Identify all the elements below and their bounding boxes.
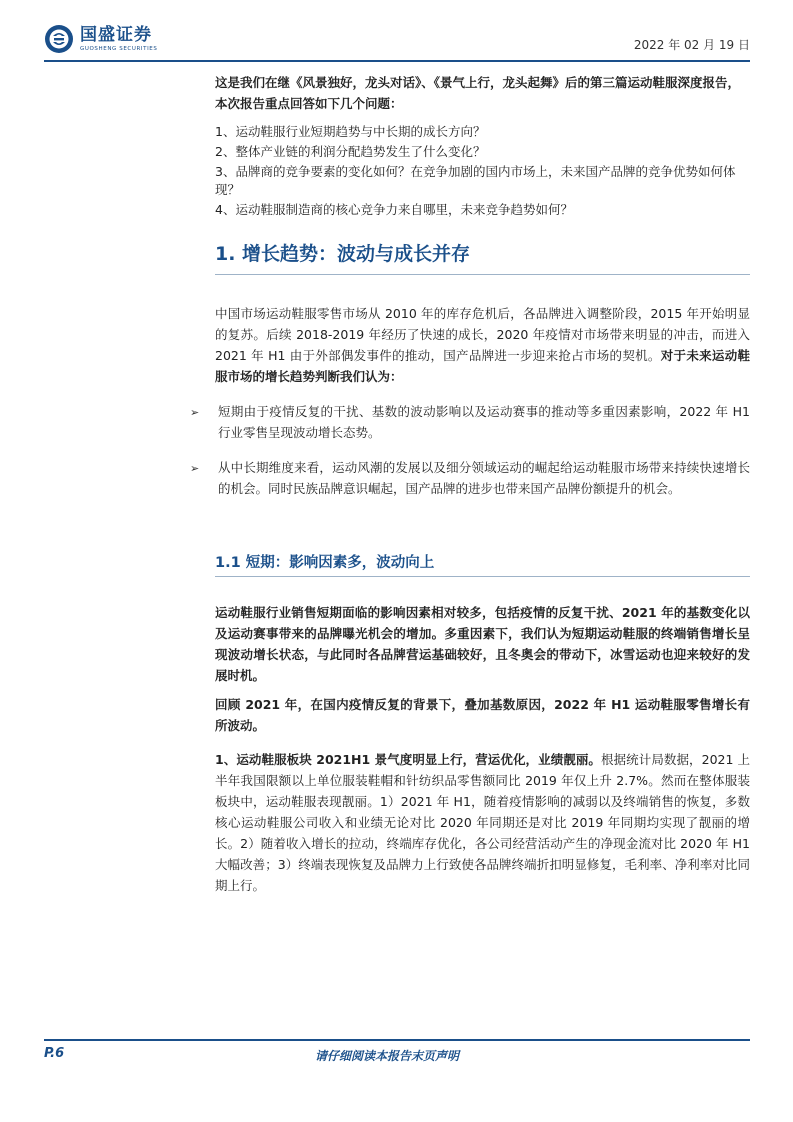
bullet-arrow-icon: ➢	[190, 462, 200, 475]
bullet-list	[190, 401, 750, 513]
key-point-paragraph: 运动鞋服行业销售短期面临的影响因素相对较多，包括疫情的反复干扰、2021 年的基数变化以及运动赛事带来的品牌曝光机会的增加。多重因素下，我们认为短期运动鞋服的终端销售增长呈现波动增长状态，与此同时各品牌营运基础较好，且冬奥会的带动下，冰雪运动也迎来较好的发展时机。	[215, 605, 750, 683]
bullet-arrow-icon: ➢	[190, 406, 200, 419]
footer-divider	[44, 1039, 750, 1041]
section-divider	[215, 274, 750, 275]
question-item: 3、品牌商的竞争要素的变化如何？在竞争加剧的国内市场上，未来国产品牌的竞争优势如何体现？	[215, 164, 736, 197]
disclaimer-note: 请仔细阅读本报告末页声明	[315, 1049, 460, 1063]
section-paragraph	[215, 303, 750, 387]
review-paragraph: 回顾 2021 年，在国内疫情反复的背景下，叠加基数原因，2022 年 H1 运动鞋服零售增长有所波动。	[215, 697, 750, 733]
bullet-item	[190, 457, 750, 499]
question-item: 4、运动鞋服制造商的核心竞争力来自哪里，未来竞争趋势如何？	[215, 202, 573, 217]
analysis-paragraph	[215, 749, 750, 896]
header-divider	[44, 60, 750, 62]
section-heading: 1. 增长趋势：波动与成长并存	[215, 243, 471, 265]
bullet-text: 短期由于疫情反复的干扰、基数的波动影响以及运动赛事的推动等多重因素影响，2022 年 H1 行业零售呈现波动增长态势。	[218, 404, 750, 440]
company-logo	[44, 22, 157, 56]
subsection-heading: 1.1 短期：影响因素多，波动向上	[215, 555, 435, 571]
paragraph-text: 根据统计局数据，2021 上半年我国限额以上单位服装鞋帽和针纺织品零售额同比 2019 年仅上升 2.7%。然而在整体服装板块中，运动鞋服表现靓丽。1）2021 年 H1，随着疫情影响的减弱以及终端销售的恢复，多数核心运动鞋服公司收入和业绩无论对比 2020 年同期还是对比 2019 年同期均实现了靓丽的增长。2）随着收入增长的拉动，终端库存优化，各公司经营活动产生的净现金流对比 2020 年 H1 大幅改善；3）终端表现恢复及品牌力上行致使各品牌终端折扣明显修复，毛利率、净利率对比同期上行。	[215, 752, 750, 893]
subsection-divider	[215, 576, 750, 577]
question-item: 1、运动鞋服行业短期趋势与中长期的成长方向？	[215, 124, 486, 139]
paragraph-bold-text: 对于未来运动鞋服市场的增长趋势判断我们认为：	[215, 348, 750, 384]
intro-block	[215, 72, 750, 221]
report-date: 2022 年 02 月 19 日	[633, 38, 750, 52]
page-number: P.6	[44, 1046, 65, 1061]
bullet-text: 从中长期维度来看，运动风潮的发展以及细分领域运动的崛起给运动鞋服市场带来持续快速增长的机会。同时民族品牌意识崛起，国产品牌的进步也带来国产品牌份额提升的机会。	[218, 460, 750, 496]
page-header	[44, 22, 750, 58]
logo-english-name: GUOSHENG SECURITIES	[80, 46, 158, 52]
question-item: 2、整体产业链的利润分配趋势发生了什么变化？	[215, 144, 486, 159]
paragraph-bold-text: 1、运动鞋服板块 2021H1 景气度明显上行，营运优化，业绩靓丽。	[215, 752, 602, 767]
question-list	[215, 123, 750, 219]
logo-chinese-name: 国盛证券	[80, 25, 152, 45]
paragraph-text: 中国市场运动鞋服零售市场从 2010 年的库存危机后，各品牌进入调整阶段，2015 年开始明显的复苏。后续 2018-2019 年经历了快速的成长，2020 年疫情对市场带来明显的冲击，而进入 2021 年 H1 由于外部偶发事件的推动，国产品牌进一步迎来抢占市场的契机。	[215, 306, 750, 363]
bullet-item	[190, 401, 750, 443]
intro-text: 这是我们在继《风景独好，龙头对话》、《景气上行，龙头起舞》后的第三篇运动鞋服深度报告，本次报告重点回答如下几个问题：	[215, 75, 741, 111]
guosheng-logo-icon	[44, 24, 74, 54]
